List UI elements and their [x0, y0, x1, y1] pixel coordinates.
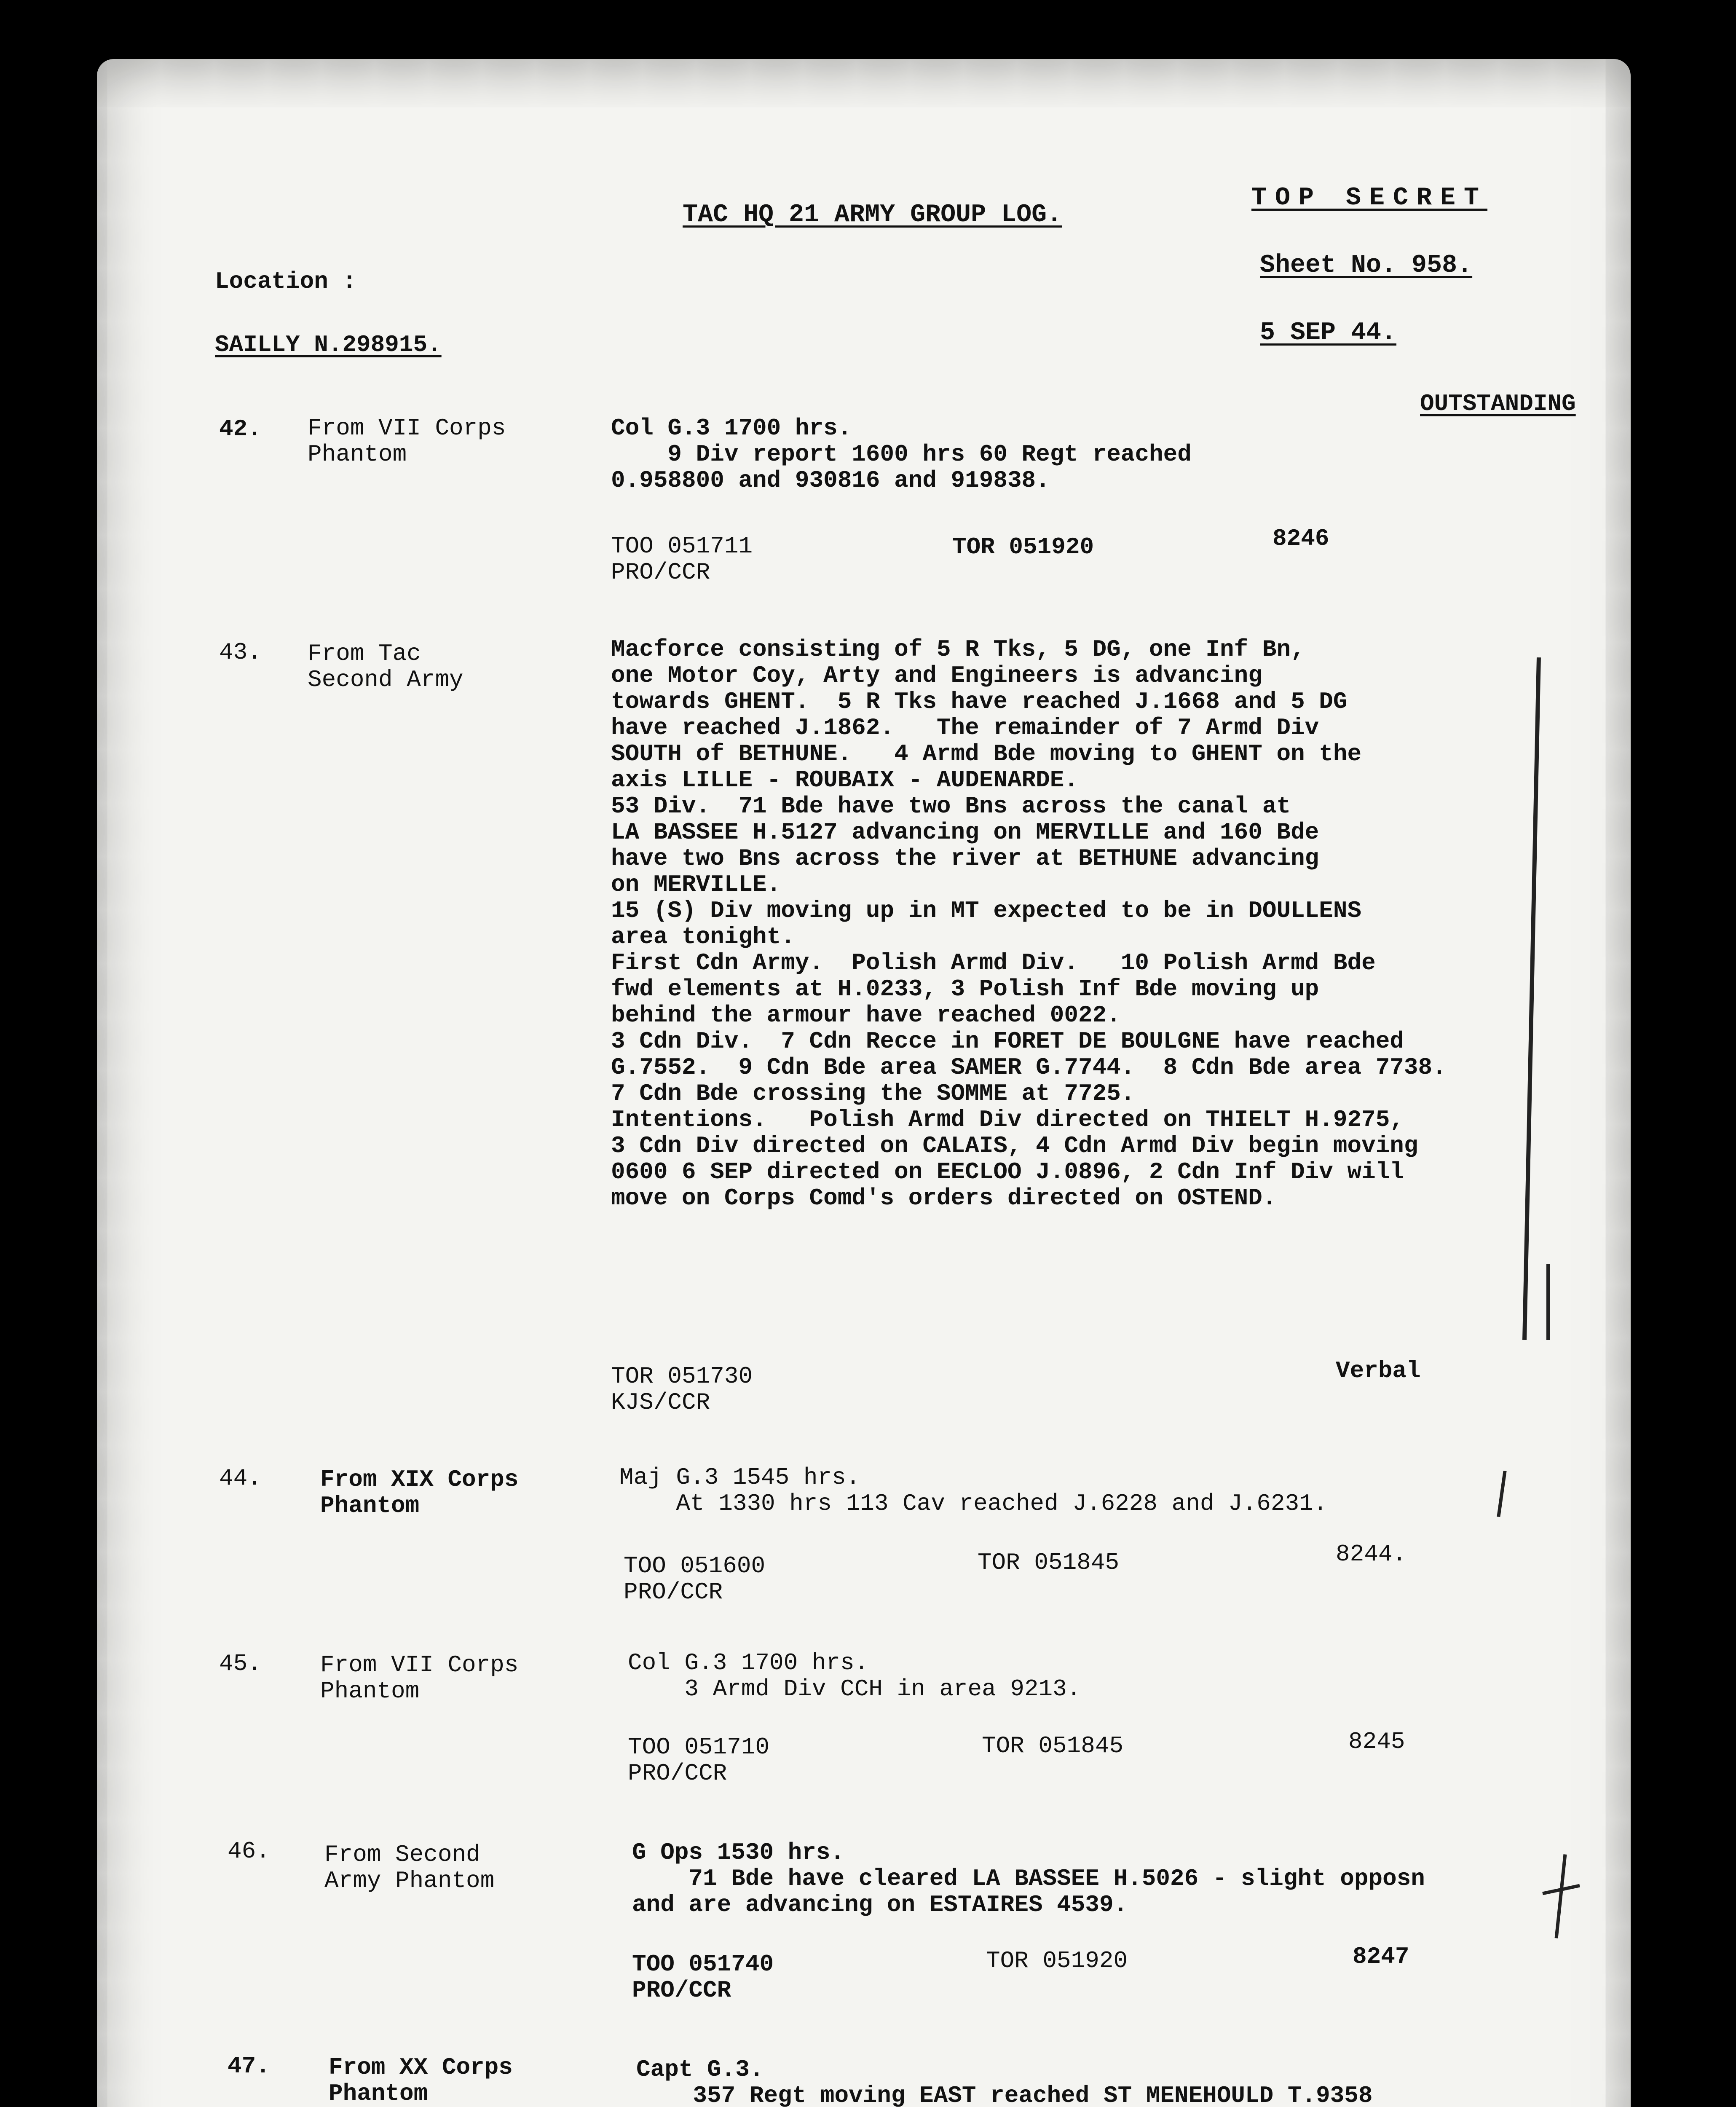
entry-serial: 8244.: [1336, 1541, 1407, 1568]
entry-serial: 8245: [1348, 1728, 1405, 1755]
entry-message: G Ops 1530 hrs. 71 Bde have cleared LA BASSEE H.5026 - slight opposn and are advancing on ESTAIRES 4539.: [632, 1839, 1425, 1918]
margin-strike-mark: [1555, 1854, 1567, 1938]
entry-number: 45.: [219, 1650, 262, 1677]
entry-number: 44.: [219, 1465, 262, 1492]
entry-number: 43.: [219, 639, 262, 666]
entry-too: TOO 051600 PRO/CCR: [624, 1552, 766, 1606]
entry-source: From XX Corps Phantom: [329, 2054, 513, 2107]
outstanding-label: OUTSTANDING: [1420, 390, 1576, 417]
entry-source: From XIX Corps Phantom: [320, 1466, 519, 1519]
log-sheet: [97, 59, 1631, 2107]
classification-stamp: TOP SECRET: [1251, 184, 1488, 212]
entry-source: From Tac Second Army: [308, 640, 463, 693]
entry-message: Col G.3 1700 hrs. 9 Div report 1600 hrs 60 Regt reached 0.958800 and 930816 and 919838.: [611, 415, 1192, 494]
entry-source: From VII Corps Phantom: [320, 1651, 519, 1705]
entry-serial: 8247: [1353, 1943, 1409, 1970]
entry-number: 47.: [228, 2053, 270, 2080]
entry-number: 42.: [219, 416, 262, 442]
entry-source: From Second Army Phantom: [324, 1841, 495, 1894]
log-title: TAC HQ 21 ARMY GROUP LOG.: [683, 201, 1062, 229]
entry-message: Capt G.3. 357 Regt moving EAST reached ST MENEHOULD T.9358: [636, 2056, 1373, 2107]
margin-bracket-line: [1522, 657, 1541, 1340]
entry-too: TOO 051711 PRO/CCR: [611, 533, 753, 586]
entry-message: Col G.3 1700 hrs. 3 Armd Div CCH in area 9213.: [628, 1649, 1081, 1702]
entry-serial: Verbal: [1336, 1357, 1421, 1384]
entry-message: Macforce consisting of 5 R Tks, 5 DG, one Inf Bn, one Motor Coy, Arty and Engineers is advancing towards GHENT. 5 R Tks have reached J.1668 and 5 DG have reached J.1862. The remainder of 7 Armd Div SOUTH of BETHUNE. 4 Armd Bde moving to GHENT on the axis LILLE - ROUBAIX - AUDENARDE. 53 Div. 71 Bde have two Bns across the canal at LA BASSEE H.5127 advancing on MERVILLE and 160 Bde have two Bns across the river at BETHUNE advancing on MERVILLE. 15 (S) Div moving up in MT expected to be in DOULLENS area tonight. First Cdn Army. Polish Armd Div. 10 Polish Armd Bde fwd elements at H.0233, 3 Polish Inf Bde moving up behind the armour have reached 0022. 3 Cdn Div. 7 Cdn Recce in FORET DE BOULGNE have reached G.7552. 9 Cdn Bde area SAMER G.7744. 8 Cdn Bde area 7738. 7 Cdn Bde crossing the SOMME at 7725. Intentions. Polish Armd Div directed on THIELT H.9275, 3 Cdn Div directed on CALAIS, 4 Cdn Armd Div begin moving 0600 6 SEP directed on EECLOO J.0896, 2 Cdn Inf Div will move on Corps Comd's orders directed on OSTEND.: [611, 636, 1447, 1212]
sheet-number: Sheet No. 958.: [1260, 251, 1473, 280]
entry-tor: TOR 051920: [986, 1947, 1128, 1974]
location-label: Location :: [215, 268, 357, 295]
entry-too: TOO 051710 PRO/CCR: [628, 1734, 770, 1787]
entry-message: Maj G.3 1545 hrs. At 1330 hrs 113 Cav reached J.6228 and J.6231.: [619, 1464, 1328, 1517]
entry-number: 46.: [228, 1838, 270, 1865]
entry-tor: TOR 051920: [952, 533, 1094, 560]
margin-bracket-tick: [1546, 1264, 1550, 1340]
entry-source: From VII Corps Phantom: [308, 415, 506, 468]
log-date: 5 SEP 44.: [1260, 319, 1397, 347]
entry-too: TOO 051740 PRO/CCR: [632, 1951, 774, 2004]
location-value: SAILLY N.298915.: [215, 331, 442, 358]
entry-serial: 8246: [1273, 525, 1329, 552]
entry-tor: TOR 051730 KJS/CCR: [611, 1363, 753, 1416]
entry-tor: TOR 051845: [978, 1549, 1120, 1576]
entry-tor: TOR 051845: [982, 1732, 1124, 1759]
margin-check-mark: [1497, 1471, 1506, 1517]
